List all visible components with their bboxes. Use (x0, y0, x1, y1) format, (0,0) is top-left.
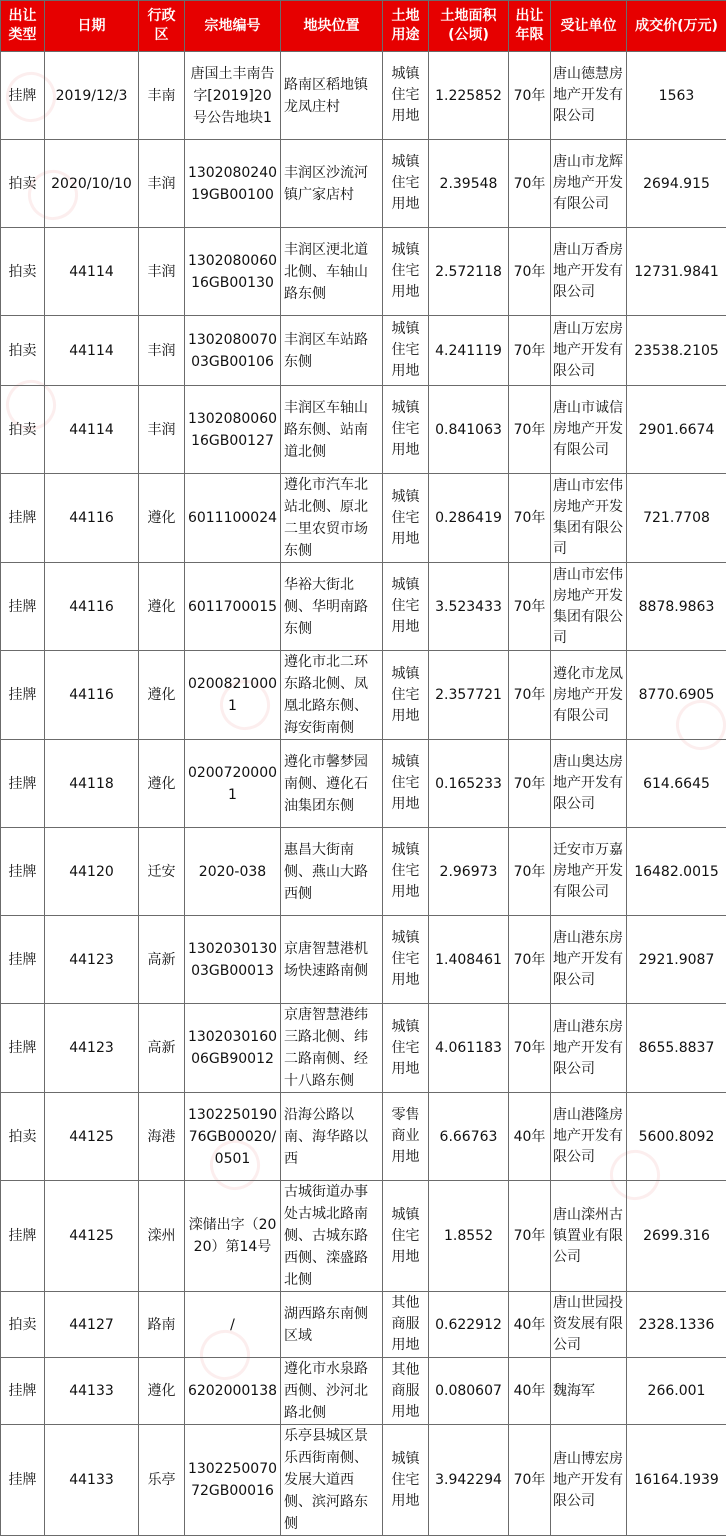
cell-type: 挂牌 (1, 916, 45, 1004)
cell-price: 614.6645 (627, 740, 726, 828)
cell-buyer: 唐山港东房地产开发有限公司 (551, 916, 627, 1004)
cell-location: 沿海公路以南、海华路以西 (281, 1093, 383, 1181)
cell-parcel: 02007200001 (185, 740, 281, 828)
cell-buyer: 唐山世园投资发展有限公司 (551, 1292, 627, 1358)
cell-parcel: 130208024019GB00100 (185, 140, 281, 228)
cell-date: 44125 (45, 1093, 139, 1181)
cell-location: 华裕大街北侧、华明南路东侧 (281, 563, 383, 651)
cell-use: 城镇住宅用地 (383, 316, 429, 386)
cell-type: 拍卖 (1, 228, 45, 316)
cell-district: 海港 (139, 1093, 185, 1181)
table-row (1, 52, 726, 140)
table-row (1, 228, 726, 316)
header-date: 日期 (45, 1, 139, 52)
cell-buyer: 唐山市诚信房地产开发有限公司 (551, 386, 627, 474)
cell-parcel: 130225019076GB00020/0501 (185, 1093, 281, 1181)
cell-use: 城镇住宅用地 (383, 1425, 429, 1536)
cell-area: 0.622912 (429, 1292, 509, 1358)
table-row (1, 316, 726, 386)
cell-parcel: 2020-038 (185, 828, 281, 916)
cell-date: 44133 (45, 1358, 139, 1425)
cell-use: 城镇住宅用地 (383, 916, 429, 1004)
table-row (1, 916, 726, 1004)
cell-term: 70年 (509, 1004, 551, 1093)
header-use: 土地用途 (383, 1, 429, 52)
cell-use: 城镇住宅用地 (383, 1181, 429, 1292)
cell-location: 丰润区沙流河镇广家店村 (281, 140, 383, 228)
cell-area: 2.357721 (429, 651, 509, 740)
cell-area: 1.225852 (429, 52, 509, 140)
cell-location: 丰润区车轴山路东侧、站南道北侧 (281, 386, 383, 474)
header-parcel: 宗地编号 (185, 1, 281, 52)
cell-area: 3.942294 (429, 1425, 509, 1536)
table-row (1, 474, 726, 563)
cell-district: 丰南 (139, 52, 185, 140)
cell-district: 遵化 (139, 651, 185, 740)
cell-district: 乐亭 (139, 1425, 185, 1536)
cell-location: 遵化市汽车北站北侧、原北二里农贸市场东侧 (281, 474, 383, 563)
cell-area: 3.523433 (429, 563, 509, 651)
cell-area: 2.572118 (429, 228, 509, 316)
cell-location: 湖西路东南侧区域 (281, 1292, 383, 1358)
cell-area: 4.241119 (429, 316, 509, 386)
header-price: 成交价(万元) (627, 1, 726, 52)
cell-date: 44133 (45, 1425, 139, 1536)
cell-district: 丰润 (139, 386, 185, 474)
cell-buyer: 唐山博宏房地产开发有限公司 (551, 1425, 627, 1536)
cell-price: 12731.9841 (627, 228, 726, 316)
cell-price: 2694.915 (627, 140, 726, 228)
cell-district: 遵化 (139, 563, 185, 651)
header-type: 出让类型 (1, 1, 45, 52)
cell-parcel: 130208006016GB00130 (185, 228, 281, 316)
cell-district: 丰润 (139, 316, 185, 386)
cell-district: 高新 (139, 1004, 185, 1093)
table-row (1, 140, 726, 228)
cell-parcel: 6011100024 (185, 474, 281, 563)
cell-parcel: 唐国土丰南告字[2019]20号公告地块1 (185, 52, 281, 140)
cell-price: 8770.6905 (627, 651, 726, 740)
cell-area: 4.061183 (429, 1004, 509, 1093)
cell-area: 1.408461 (429, 916, 509, 1004)
cell-buyer: 唐山港东房地产开发有限公司 (551, 1004, 627, 1093)
header-area: 土地面积(公顷) (429, 1, 509, 52)
cell-buyer: 唐山万宏房地产开发有限公司 (551, 316, 627, 386)
cell-date: 44116 (45, 563, 139, 651)
header-term: 出让年限 (509, 1, 551, 52)
cell-type: 挂牌 (1, 474, 45, 563)
cell-parcel: 130225007072GB00016 (185, 1425, 281, 1536)
cell-date: 44120 (45, 828, 139, 916)
cell-term: 70年 (509, 474, 551, 563)
cell-area: 0.080607 (429, 1358, 509, 1425)
cell-buyer: 唐山德慧房地产开发有限公司 (551, 52, 627, 140)
table-row (1, 740, 726, 828)
cell-price: 2699.316 (627, 1181, 726, 1292)
cell-district: 丰润 (139, 228, 185, 316)
cell-use: 城镇住宅用地 (383, 1004, 429, 1093)
cell-area: 0.286419 (429, 474, 509, 563)
cell-buyer: 唐山万香房地产开发有限公司 (551, 228, 627, 316)
cell-district: 丰润 (139, 140, 185, 228)
cell-type: 挂牌 (1, 1181, 45, 1292)
cell-type: 挂牌 (1, 52, 45, 140)
cell-price: 8878.9863 (627, 563, 726, 651)
cell-use: 其他商服用地 (383, 1292, 429, 1358)
cell-term: 70年 (509, 740, 551, 828)
cell-price: 23538.2105 (627, 316, 726, 386)
table-header (1, 1, 726, 52)
cell-price: 8655.8837 (627, 1004, 726, 1093)
cell-date: 44127 (45, 1292, 139, 1358)
cell-area: 0.165233 (429, 740, 509, 828)
cell-area: 2.96973 (429, 828, 509, 916)
table-row (1, 386, 726, 474)
cell-use: 城镇住宅用地 (383, 474, 429, 563)
cell-parcel: 130203016006GB90012 (185, 1004, 281, 1093)
cell-location: 路南区稻地镇龙凤庄村 (281, 52, 383, 140)
cell-type: 拍卖 (1, 316, 45, 386)
cell-date: 44123 (45, 916, 139, 1004)
cell-parcel: 130208006016GB00127 (185, 386, 281, 474)
cell-use: 城镇住宅用地 (383, 828, 429, 916)
table-body (1, 52, 726, 1536)
cell-parcel: 6202000138 (185, 1358, 281, 1425)
cell-location: 乐亭县城区景乐西街南侧、发展大道西侧、滨河路东侧 (281, 1425, 383, 1536)
cell-location: 遵化市馨梦园南侧、遵化石油集团东侧 (281, 740, 383, 828)
cell-date: 44125 (45, 1181, 139, 1292)
cell-parcel: 滦储出字（2020）第14号 (185, 1181, 281, 1292)
cell-buyer: 唐山滦州古镇置业有限公司 (551, 1181, 627, 1292)
cell-type: 挂牌 (1, 1004, 45, 1093)
table-row (1, 651, 726, 740)
table-row (1, 563, 726, 651)
cell-location: 惠昌大街南侧、燕山大路西侧 (281, 828, 383, 916)
cell-district: 高新 (139, 916, 185, 1004)
cell-price: 721.7708 (627, 474, 726, 563)
cell-type: 挂牌 (1, 651, 45, 740)
cell-price: 266.001 (627, 1358, 726, 1425)
cell-location: 京唐智慧港纬三路北侧、纬二路南侧、经十八路东侧 (281, 1004, 383, 1093)
cell-use: 零售商业用地 (383, 1093, 429, 1181)
cell-type: 拍卖 (1, 1292, 45, 1358)
cell-term: 70年 (509, 1181, 551, 1292)
cell-buyer: 唐山市宏伟房地产开发集团有限公司 (551, 474, 627, 563)
cell-buyer: 唐山奥达房地产开发有限公司 (551, 740, 627, 828)
cell-area: 1.8552 (429, 1181, 509, 1292)
cell-type: 挂牌 (1, 1425, 45, 1536)
table-row (1, 828, 726, 916)
header-row (1, 1, 726, 52)
cell-parcel: 02008210001 (185, 651, 281, 740)
cell-price: 1563 (627, 52, 726, 140)
cell-date: 44116 (45, 474, 139, 563)
cell-price: 2901.6674 (627, 386, 726, 474)
cell-parcel: / (185, 1292, 281, 1358)
cell-type: 挂牌 (1, 563, 45, 651)
cell-term: 70年 (509, 651, 551, 740)
cell-location: 遵化市北二环东路北侧、凤凰北路东侧、海安街南侧 (281, 651, 383, 740)
cell-date: 2020/10/10 (45, 140, 139, 228)
cell-term: 40年 (509, 1292, 551, 1358)
cell-parcel: 130208007003GB00106 (185, 316, 281, 386)
cell-term: 70年 (509, 386, 551, 474)
cell-date: 44114 (45, 228, 139, 316)
cell-term: 40年 (509, 1358, 551, 1425)
cell-term: 70年 (509, 1425, 551, 1536)
cell-term: 70年 (509, 140, 551, 228)
cell-area: 2.39548 (429, 140, 509, 228)
table-row (1, 1292, 726, 1358)
table-row (1, 1093, 726, 1181)
cell-parcel: 6011700015 (185, 563, 281, 651)
cell-use: 城镇住宅用地 (383, 386, 429, 474)
cell-date: 44114 (45, 386, 139, 474)
table-row (1, 1181, 726, 1292)
cell-buyer: 唐山港隆房地产开发有限公司 (551, 1093, 627, 1181)
cell-buyer: 魏海军 (551, 1358, 627, 1425)
table-row (1, 1358, 726, 1425)
cell-district: 迁安 (139, 828, 185, 916)
cell-location: 遵化市水泉路西侧、沙河北路北侧 (281, 1358, 383, 1425)
cell-term: 70年 (509, 52, 551, 140)
cell-date: 44114 (45, 316, 139, 386)
cell-buyer: 唐山市龙辉房地产开发有限公司 (551, 140, 627, 228)
cell-location: 京唐智慧港机场快速路南侧 (281, 916, 383, 1004)
cell-use: 城镇住宅用地 (383, 740, 429, 828)
table-row (1, 1425, 726, 1536)
cell-use: 城镇住宅用地 (383, 651, 429, 740)
cell-price: 16164.1939 (627, 1425, 726, 1536)
cell-term: 40年 (509, 1093, 551, 1181)
cell-date: 44118 (45, 740, 139, 828)
cell-price: 2921.9087 (627, 916, 726, 1004)
cell-type: 拍卖 (1, 1093, 45, 1181)
cell-date: 44116 (45, 651, 139, 740)
cell-type: 挂牌 (1, 828, 45, 916)
header-location: 地块位置 (281, 1, 383, 52)
cell-buyer: 迁安市万嘉房地产开发有限公司 (551, 828, 627, 916)
cell-location: 丰润区车站路东侧 (281, 316, 383, 386)
table-row (1, 1004, 726, 1093)
header-buyer: 受让单位 (551, 1, 627, 52)
cell-price: 16482.0015 (627, 828, 726, 916)
cell-date: 2019/12/3 (45, 52, 139, 140)
cell-district: 滦州 (139, 1181, 185, 1292)
cell-location: 古城街道办事处古城北路南侧、古城东路西侧、滦盛路北侧 (281, 1181, 383, 1292)
cell-area: 6.66763 (429, 1093, 509, 1181)
cell-term: 70年 (509, 828, 551, 916)
cell-district: 遵化 (139, 474, 185, 563)
cell-location: 丰润区浭北道北侧、车轴山路东侧 (281, 228, 383, 316)
cell-term: 70年 (509, 316, 551, 386)
cell-price: 5600.8092 (627, 1093, 726, 1181)
cell-term: 70年 (509, 228, 551, 316)
cell-district: 遵化 (139, 1358, 185, 1425)
cell-use: 其他商服用地 (383, 1358, 429, 1425)
cell-type: 挂牌 (1, 1358, 45, 1425)
cell-term: 70年 (509, 563, 551, 651)
cell-district: 遵化 (139, 740, 185, 828)
cell-use: 城镇住宅用地 (383, 52, 429, 140)
cell-parcel: 130203013003GB00013 (185, 916, 281, 1004)
cell-date: 44123 (45, 1004, 139, 1093)
cell-use: 城镇住宅用地 (383, 140, 429, 228)
cell-area: 0.841063 (429, 386, 509, 474)
cell-buyer: 唐山市宏伟房地产开发集团有限公司 (551, 563, 627, 651)
cell-buyer: 遵化市龙凤房地产开发有限公司 (551, 651, 627, 740)
cell-type: 拍卖 (1, 140, 45, 228)
cell-use: 城镇住宅用地 (383, 228, 429, 316)
cell-district: 路南 (139, 1292, 185, 1358)
header-district: 行政区 (139, 1, 185, 52)
cell-type: 拍卖 (1, 386, 45, 474)
cell-price: 2328.1336 (627, 1292, 726, 1358)
cell-term: 70年 (509, 916, 551, 1004)
cell-use: 城镇住宅用地 (383, 563, 429, 651)
cell-type: 挂牌 (1, 740, 45, 828)
